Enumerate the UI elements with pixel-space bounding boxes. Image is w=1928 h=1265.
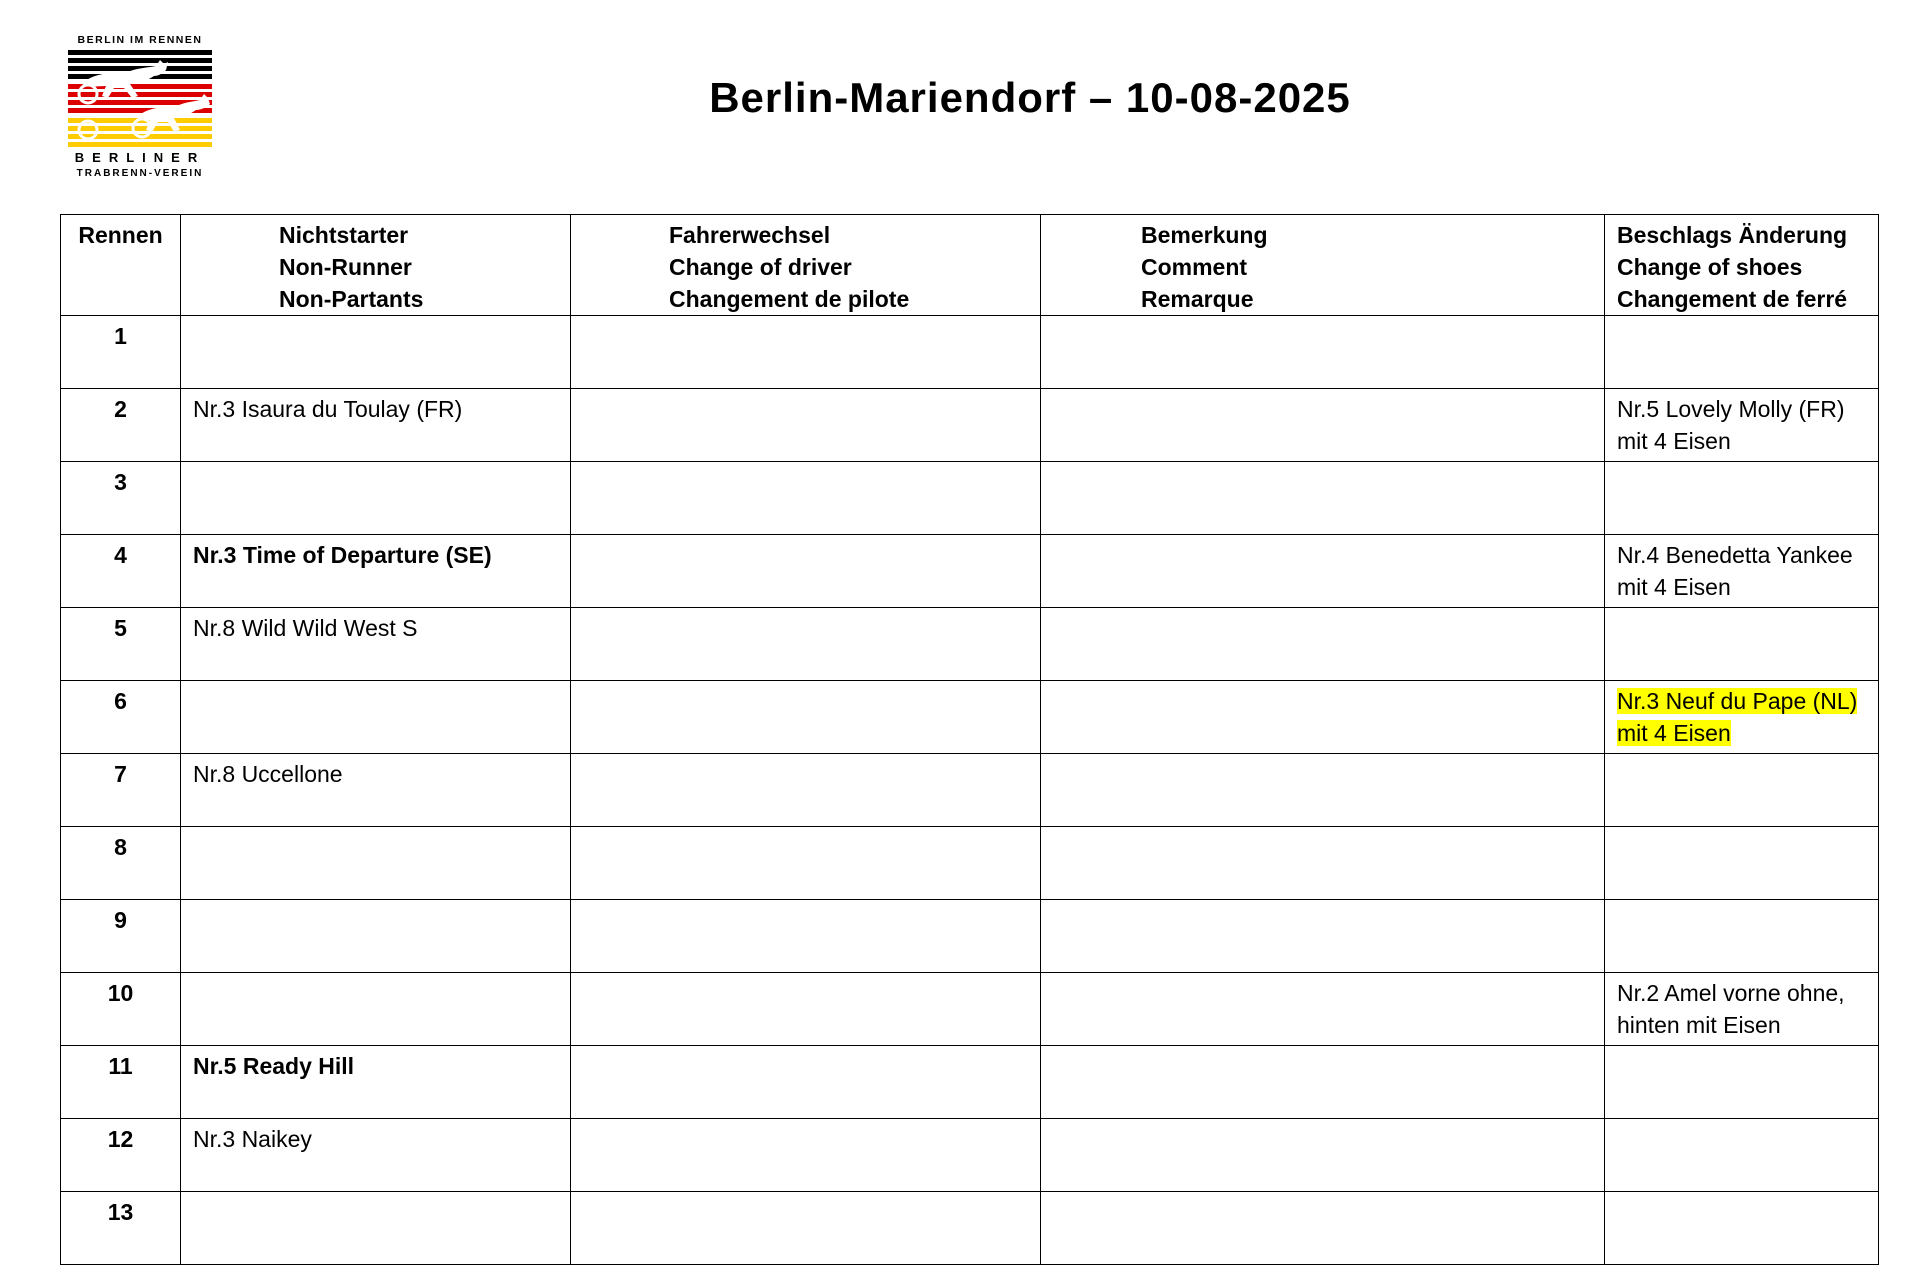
table-row — [61, 900, 1879, 973]
comment-cell — [1041, 462, 1605, 535]
header-shoes-change-fr: Changement de ferré — [1617, 286, 1848, 312]
logo-sub-text: TRABRENN-VEREIN — [76, 168, 204, 179]
comment-cell — [1041, 608, 1605, 681]
comment-cell — [1041, 1046, 1605, 1119]
nonrunner-cell-text: Nr.8 Wild Wild West S — [193, 615, 418, 641]
logo-bottom-text: BERLINER — [74, 150, 206, 165]
header-comment-fr: Remarque — [1141, 286, 1254, 312]
shoes-change-cell — [1605, 754, 1879, 827]
race-number-cell: 8 — [61, 827, 181, 900]
comment-cell — [1041, 900, 1605, 973]
nonrunner-cell — [181, 827, 571, 900]
comment-cell — [1041, 754, 1605, 827]
shoes-change-cell — [1605, 462, 1879, 535]
table-row — [61, 1119, 1879, 1192]
header-shoes-change-en: Change of shoes — [1617, 254, 1803, 280]
comment-cell — [1041, 389, 1605, 462]
race-number-cell: 6 — [61, 681, 181, 754]
driver-change-cell — [571, 1192, 1041, 1265]
table-row — [61, 681, 1879, 754]
shoes-change-cell-text: Nr.3 Neuf du Pape (NL) mit 4 Eisen — [1617, 688, 1858, 746]
header-nonrunner-en: Non-Runner — [279, 254, 412, 280]
table-body — [61, 316, 1879, 1265]
nonrunner-cell — [181, 535, 571, 608]
table-row — [61, 316, 1879, 389]
nonrunner-cell — [181, 681, 571, 754]
shoes-change-cell — [1605, 389, 1879, 462]
shoes-change-cell — [1605, 535, 1879, 608]
shoes-change-cell — [1605, 1119, 1879, 1192]
driver-change-cell — [571, 900, 1041, 973]
nonrunner-cell-text: Nr.5 Ready Hill — [193, 1053, 355, 1079]
header-nonrunner — [181, 215, 571, 316]
nonrunner-cell — [181, 973, 571, 1046]
shoes-change-cell — [1605, 827, 1879, 900]
header-driver-change — [571, 215, 1041, 316]
header-rennen — [61, 215, 181, 316]
comment-cell — [1041, 535, 1605, 608]
race-number-cell: 10 — [61, 973, 181, 1046]
header-shoes-change — [1605, 215, 1879, 316]
driver-change-cell — [571, 535, 1041, 608]
table-row — [61, 1046, 1879, 1119]
race-number-cell: 7 — [61, 754, 181, 827]
race-number-cell: 3 — [61, 462, 181, 535]
shoes-change-cell — [1605, 1046, 1879, 1119]
nonrunner-cell-text: Nr.8 Uccellone — [193, 761, 343, 787]
logo — [68, 34, 212, 184]
shoes-change-cell-text: Nr.4 Benedetta Yankee mit 4 Eisen — [1617, 542, 1853, 600]
header-comment-de: Bemerkung — [1141, 222, 1268, 248]
table-row — [61, 754, 1879, 827]
header-driver-change-fr: Changement de pilote — [669, 286, 910, 312]
driver-change-cell — [571, 681, 1041, 754]
driver-change-cell — [571, 316, 1041, 389]
header-rennen-label: Rennen — [78, 222, 163, 248]
driver-change-cell — [571, 608, 1041, 681]
nonrunner-cell — [181, 1119, 571, 1192]
nonrunner-cell — [181, 462, 571, 535]
race-number-cell: 12 — [61, 1119, 181, 1192]
race-number-cell: 9 — [61, 900, 181, 973]
table-row — [61, 1192, 1879, 1265]
comment-cell — [1041, 973, 1605, 1046]
table-header-row — [61, 215, 1879, 316]
comment-cell — [1041, 1192, 1605, 1265]
table-row — [61, 462, 1879, 535]
nonrunner-cell — [181, 1046, 571, 1119]
shoes-change-cell — [1605, 316, 1879, 389]
driver-change-cell — [571, 827, 1041, 900]
race-number-cell: 1 — [61, 316, 181, 389]
shoes-change-cell — [1605, 973, 1879, 1046]
header-driver-change-en: Change of driver — [669, 254, 852, 280]
driver-change-cell — [571, 1046, 1041, 1119]
shoes-change-cell — [1605, 900, 1879, 973]
header-shoes-change-de: Beschlags Änderung — [1617, 222, 1848, 248]
nonrunner-cell — [181, 754, 571, 827]
driver-change-cell — [571, 389, 1041, 462]
shoes-change-cell — [1605, 608, 1879, 681]
nonrunner-cell-text: Nr.3 Naikey — [193, 1126, 312, 1152]
header-nonrunner-fr: Non-Partants — [279, 286, 424, 312]
driver-change-cell — [571, 462, 1041, 535]
shoes-change-cell — [1605, 1192, 1879, 1265]
nonrunner-cell-text: Nr.3 Isaura du Toulay (FR) — [193, 396, 463, 422]
table-row — [61, 389, 1879, 462]
race-number-cell: 5 — [61, 608, 181, 681]
race-number-cell: 13 — [61, 1192, 181, 1265]
nonrunner-cell — [181, 1192, 571, 1265]
shoes-change-cell-text: Nr.2 Amel vorne ohne, hinten mit Eisen — [1617, 980, 1845, 1038]
comment-cell — [1041, 1119, 1605, 1192]
nonrunner-cell — [181, 316, 571, 389]
header-comment — [1041, 215, 1605, 316]
logo-top-text: BERLIN IM RENNEN — [77, 34, 203, 46]
nonrunner-cell — [181, 608, 571, 681]
nonrunner-cell — [181, 389, 571, 462]
driver-change-cell — [571, 754, 1041, 827]
race-number-cell: 4 — [61, 535, 181, 608]
logo-flag-horse-graphic — [68, 50, 212, 148]
shoes-change-cell — [1605, 681, 1879, 754]
race-number-cell: 11 — [61, 1046, 181, 1119]
driver-change-cell — [571, 973, 1041, 1046]
table-row — [61, 608, 1879, 681]
header-driver-change-de: Fahrerwechsel — [669, 222, 831, 248]
shoes-change-cell-text: Nr.5 Lovely Molly (FR) mit 4 Eisen — [1617, 396, 1845, 454]
page-title: Berlin-Mariendorf – 10-08-2025 — [709, 74, 1351, 121]
comment-cell — [1041, 681, 1605, 754]
nonrunner-cell — [181, 900, 571, 973]
comment-cell — [1041, 827, 1605, 900]
table-row — [61, 973, 1879, 1046]
comment-cell — [1041, 316, 1605, 389]
race-changes-table — [60, 214, 1879, 1265]
header-comment-en: Comment — [1141, 254, 1248, 280]
table-row — [61, 827, 1879, 900]
nonrunner-cell-text: Nr.3 Time of Departure (SE) — [193, 542, 492, 568]
table-row — [61, 535, 1879, 608]
header-nonrunner-de: Nichtstarter — [279, 222, 409, 248]
driver-change-cell — [571, 1119, 1041, 1192]
race-number-cell: 2 — [61, 389, 181, 462]
